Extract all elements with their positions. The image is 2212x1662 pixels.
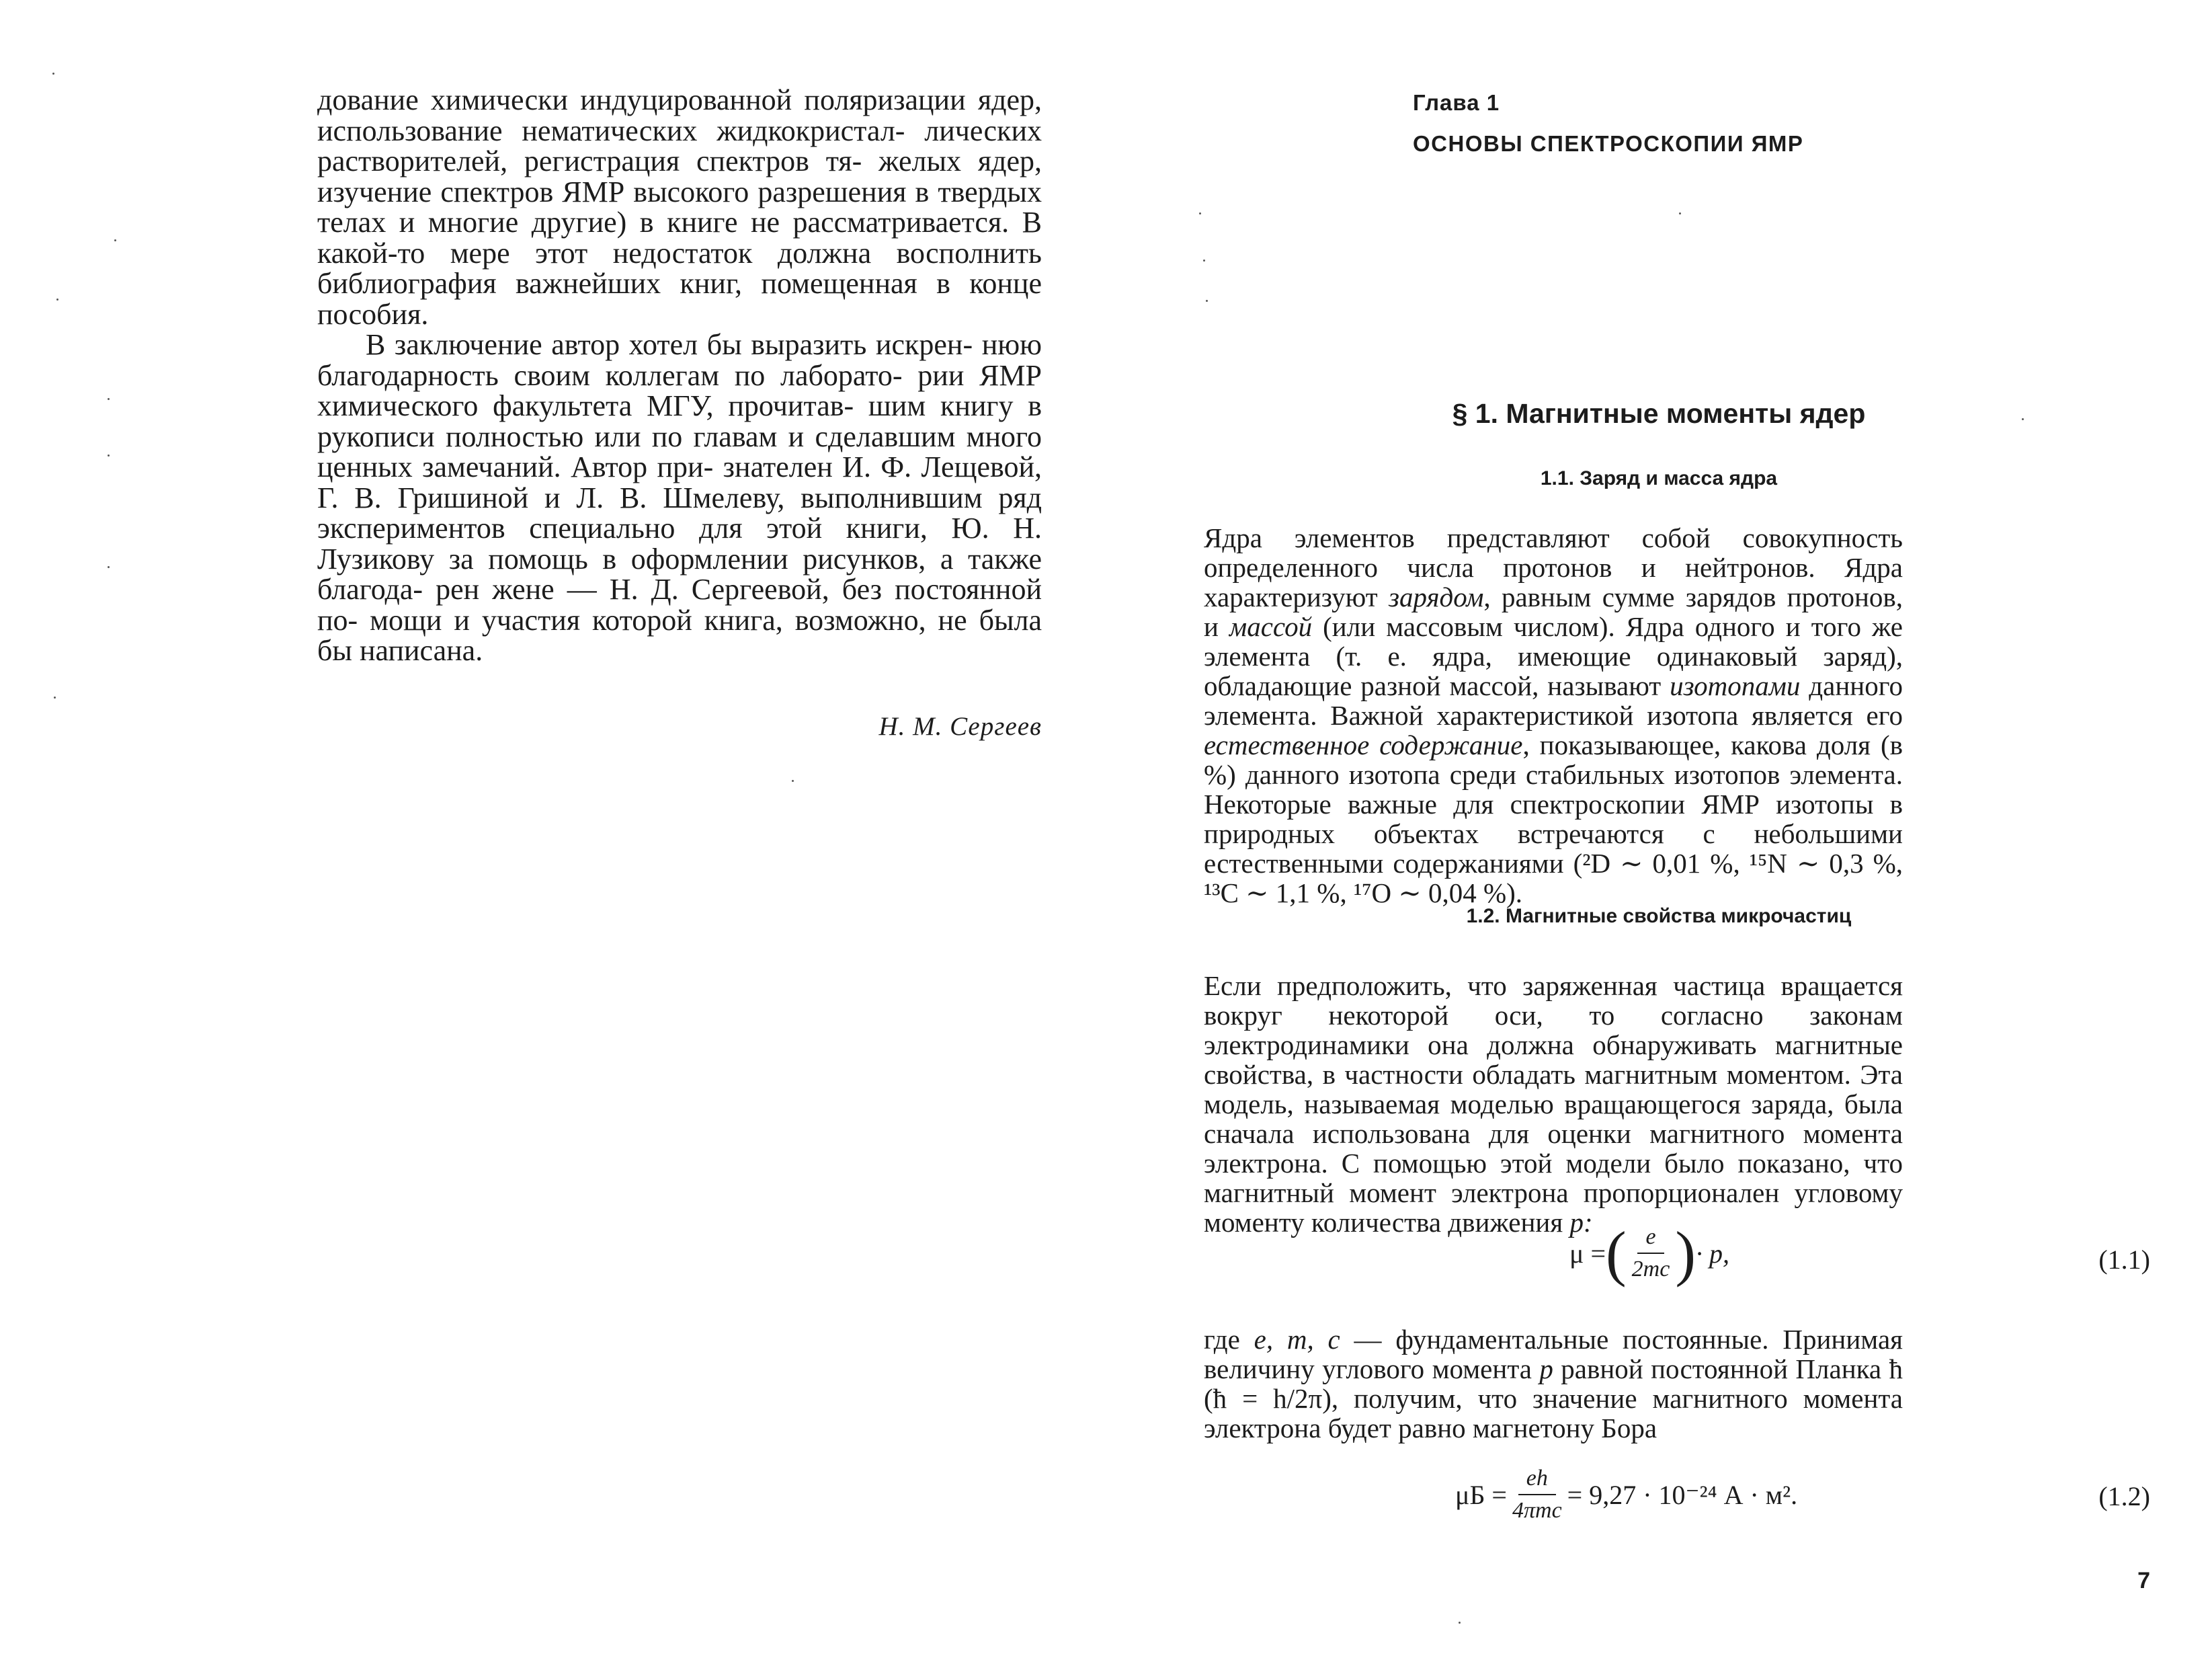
text-line: желых ядер, изучение спектров ЯМР высокого bbox=[317, 145, 1042, 208]
scan-speck bbox=[2022, 418, 2024, 420]
subsection-title-2: 1.2. Магнитные свойства микрочастиц bbox=[1466, 905, 1852, 927]
paragraph-magnetic: Если предположить, что заряженная частица вращается вокруг некоторой оси, то согласно законам электродинамики она должна обнаруживать магнитные свойства, в частности обладать магнитным моментом. Эта модель, называемая моделью вращающегося заряда, была сначала использована для оценки магнитного момента электрона. С помощью этой модели было показано, что магнитный момент электрона пропорционален угловому моменту количества движения p: bbox=[1204, 970, 1903, 1238]
paragraph-isotopes: Ядра элементов представляют собой совокупность определенного числа протонов и нейтронов. Ядра характеризуют зарядом, равным сумме зарядов протонов, и массой (или массовым числом). Ядра одного и того же элемента (т. е. ядра, имеющие одинаковый заряд), обладающие разной массой, называют изотопами данного элемента. Важной характеристикой изотопа является его естественное содержание, показывающее, какова доля (в %) данного изотопа среди стабильных изотопов элемента. Некоторые важные для спектроскопии ЯМР изотопы в природных объектах встречаются с небольшими естественными содержаниями (²D ∼ 0,01 %, ¹⁵N ∼ 0,3 %, ¹³C ∼ 1,1 %, ¹⁷O ∼ 0,04 %). bbox=[1204, 522, 1903, 908]
chapter-title: ОСНОВЫ СПЕКТРОСКОПИИ ЯМР bbox=[1413, 131, 1804, 156]
scan-speck bbox=[108, 398, 110, 400]
text-line: книге не рассматривается. В какой-то мере этот bbox=[317, 206, 1042, 270]
scan-speck bbox=[52, 73, 54, 75]
scan-speck bbox=[1206, 300, 1208, 302]
formula-1-1: μ = ( $\frac{e}{2mc}$ ) · p, (1.1) bbox=[1569, 1219, 2150, 1288]
text-line: Л. В. Шмелеву, выполнившим ряд экспериментов bbox=[317, 481, 1042, 545]
scan-speck bbox=[1199, 212, 1201, 214]
subsection-title-1: 1.1. Заряд и масса ядра bbox=[1540, 467, 1778, 489]
paragraph-2 bbox=[317, 329, 1042, 666]
paragraph-bohr: где e, m, c — фундаментальные постоянные. Принимая величину углового момента p равной постоянной Планка ħ (ħ = h/2π), получим, что значение магнитного момента электрона будет равно магнетону Бора bbox=[1204, 1324, 1903, 1443]
text-line: мощи и участия которой книга, возможно, не была bbox=[370, 603, 1042, 637]
text-line: рен жене — Н. Д. Сергеевой, без постоянной по- bbox=[317, 573, 1042, 637]
author-signature: Н. М. Сергеев bbox=[878, 712, 1042, 741]
text-line: ядер, использование нематических жидкокристал- bbox=[317, 83, 1042, 147]
text-line: лических растворителей, регистрация спектров тя- bbox=[317, 114, 1042, 177]
scan-speck bbox=[792, 780, 794, 782]
text-line: В заключение автор хотел бы выразить искрен- bbox=[366, 328, 973, 361]
section-title: § 1. Магнитные моменты ядер bbox=[1452, 398, 1866, 429]
scan-speck bbox=[114, 239, 116, 241]
page-number: 7 bbox=[2137, 1568, 2150, 1593]
text-line: бы написана. bbox=[317, 634, 483, 667]
text-line: разрешения в твердых телах и многие другие) в bbox=[317, 175, 1042, 239]
chapter-label: Глава 1 bbox=[1413, 90, 1500, 115]
text-line: дование химически индуцированной поляризации bbox=[317, 83, 966, 116]
scan-speck bbox=[54, 697, 56, 699]
text-line: недостаток должна восполнить библиография bbox=[317, 236, 1042, 300]
preface-text bbox=[317, 85, 1042, 666]
text-line: шим книгу в рукописи полностью или по главам и bbox=[317, 389, 1042, 453]
equation-number: (1.2) bbox=[2098, 1481, 2150, 1511]
text-line: рии ЯМР химического факультета МГУ, прочитав- bbox=[317, 358, 1042, 422]
text-line: важнейших книг, помещенная в конце пособия. bbox=[317, 267, 1042, 331]
right-page bbox=[1106, 0, 2212, 1662]
text-line: сделавшим много ценных замечаний. Автор при- bbox=[317, 420, 1042, 483]
scan-speck bbox=[1679, 212, 1681, 214]
paragraph-1 bbox=[317, 85, 1042, 329]
scan-speck bbox=[108, 454, 110, 457]
text-line: помощь в оформлении рисунков, а также благода- bbox=[317, 542, 1042, 606]
text-line: специально для этой книги, Ю. Н. Лузикову за bbox=[317, 512, 1042, 576]
text-line: знателен И. Ф. Лещевой, Г. В. Гришиной и bbox=[317, 450, 1042, 514]
equation-number: (1.1) bbox=[2098, 1244, 2150, 1275]
formula-1-2: μБ = $\frac{eh}{\text{4πmc}}$ = 9,27 · 10⁻²⁴ А · м². (1.2) bbox=[1455, 1466, 2150, 1523]
scan-speck bbox=[56, 299, 58, 301]
scan-speck bbox=[1459, 1622, 1461, 1624]
text-line: нюю благодарность своим коллегам по лаборато- bbox=[317, 328, 1042, 392]
scan-speck bbox=[108, 566, 110, 568]
scan-speck bbox=[1203, 260, 1205, 262]
